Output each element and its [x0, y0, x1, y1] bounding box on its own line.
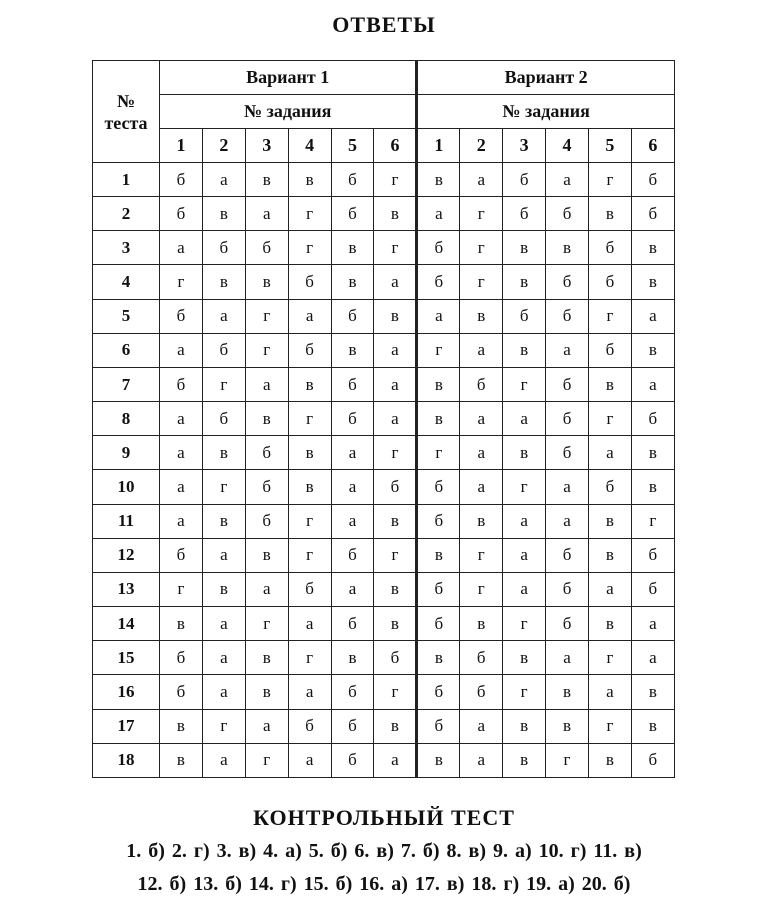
page-title: ОТВЕТЫ [332, 12, 436, 37]
answer-cell: а [460, 709, 503, 743]
answer-cell: б [546, 299, 589, 333]
answer-cell: а [288, 299, 331, 333]
answer-cell: б [503, 299, 546, 333]
variant1-task-label: № задания [160, 95, 417, 129]
answer-cell: г [503, 367, 546, 401]
task-column-header: 1 [160, 129, 203, 163]
answer-cell: а [245, 367, 288, 401]
answer-cell: б [417, 504, 460, 538]
answer-cell: а [160, 402, 203, 436]
answer-cell: б [503, 163, 546, 197]
answer-cell: б [588, 231, 631, 265]
answer-cell: в [245, 265, 288, 299]
answer-cell: б [503, 197, 546, 231]
answer-cell: б [331, 163, 374, 197]
answer-cell: г [202, 367, 245, 401]
answer-cell: а [288, 607, 331, 641]
answer-cell: г [288, 231, 331, 265]
answer-cell: а [288, 743, 331, 777]
answer-cell: б [331, 743, 374, 777]
answer-cell: а [460, 436, 503, 470]
table-row [93, 607, 675, 641]
table-row [93, 231, 675, 265]
answer-cell: а [631, 607, 674, 641]
answer-cell: а [546, 163, 589, 197]
answer-cell: в [588, 538, 631, 572]
answer-cell: а [202, 538, 245, 572]
answer-cell: г [546, 743, 589, 777]
answer-cell: б [588, 470, 631, 504]
answer-cell: а [202, 641, 245, 675]
table-row [93, 197, 675, 231]
answer-cell: а [460, 333, 503, 367]
answer-cell: а [245, 709, 288, 743]
test-number-cell: 18 [93, 743, 160, 777]
answer-cell: б [631, 197, 674, 231]
test-number-symbol: № [116, 90, 136, 111]
answer-cell: г [417, 436, 460, 470]
answer-cell: б [331, 675, 374, 709]
answer-cell: а [588, 436, 631, 470]
test-number-cell: 10 [93, 470, 160, 504]
answer-cell: б [546, 572, 589, 606]
answer-cell: г [460, 231, 503, 265]
answer-cell: б [245, 231, 288, 265]
table-row [93, 538, 675, 572]
answer-cell: в [546, 231, 589, 265]
test-number-cell: 14 [93, 607, 160, 641]
table-row [93, 163, 675, 197]
answer-cell: а [202, 675, 245, 709]
control-test-title: КОНТРОЛЬНЫЙ ТЕСТ [253, 805, 515, 830]
answer-cell: б [288, 709, 331, 743]
answer-cell: б [588, 333, 631, 367]
answer-cell: б [160, 675, 203, 709]
test-number-cell: 11 [93, 504, 160, 538]
answer-cell: б [160, 163, 203, 197]
answer-cell: в [631, 436, 674, 470]
answer-cell: а [374, 743, 417, 777]
answer-cell: б [160, 538, 203, 572]
answer-cell: в [160, 743, 203, 777]
task-column-header: 3 [503, 129, 546, 163]
answer-cell: в [460, 504, 503, 538]
answer-cell: г [245, 299, 288, 333]
answer-cell: а [160, 333, 203, 367]
test-number-cell: 1 [93, 163, 160, 197]
test-number-cell: 2 [93, 197, 160, 231]
answer-cell: в [374, 607, 417, 641]
answer-cell: а [202, 163, 245, 197]
answer-cell: в [631, 333, 674, 367]
answer-cell: б [417, 265, 460, 299]
answer-cell: а [160, 504, 203, 538]
answer-cell: в [631, 231, 674, 265]
answer-cell: г [160, 572, 203, 606]
table-row [93, 367, 675, 401]
answer-cell: б [460, 367, 503, 401]
answer-cell: в [588, 367, 631, 401]
answer-cell: б [631, 163, 674, 197]
answer-cell: г [160, 265, 203, 299]
answer-cell: а [374, 367, 417, 401]
answer-cell: в [245, 163, 288, 197]
answer-cell: г [245, 333, 288, 367]
task-column-header: 4 [546, 129, 589, 163]
answer-cell: б [160, 367, 203, 401]
answer-cell: б [417, 572, 460, 606]
answer-cell: в [374, 572, 417, 606]
answer-cell: б [288, 265, 331, 299]
answer-cell: в [546, 675, 589, 709]
answer-cell: б [460, 675, 503, 709]
answer-cell: а [245, 572, 288, 606]
answer-cell: в [631, 709, 674, 743]
table-row [93, 641, 675, 675]
table-row [93, 265, 675, 299]
answer-cell: а [202, 607, 245, 641]
answer-cell: в [631, 675, 674, 709]
answer-cell: б [202, 333, 245, 367]
answer-cell: а [631, 641, 674, 675]
task-column-header: 1 [417, 129, 460, 163]
answer-cell: в [245, 641, 288, 675]
answer-cell: в [288, 436, 331, 470]
answer-cell: б [245, 470, 288, 504]
answer-cell: б [546, 367, 589, 401]
answer-cell: в [460, 299, 503, 333]
answer-cell: в [374, 504, 417, 538]
test-number-cell: 3 [93, 231, 160, 265]
answer-cell: а [331, 504, 374, 538]
answer-cell: б [245, 436, 288, 470]
answer-cell: г [588, 299, 631, 333]
answer-cell: в [331, 641, 374, 675]
answer-cell: а [460, 402, 503, 436]
answer-cell: б [288, 572, 331, 606]
answer-cell: б [546, 607, 589, 641]
answer-cell: б [631, 572, 674, 606]
answer-cell: в [202, 265, 245, 299]
task-column-header: 4 [288, 129, 331, 163]
answer-cell: г [460, 572, 503, 606]
answer-cell: а [374, 265, 417, 299]
answer-cell: а [331, 572, 374, 606]
answer-cell: а [460, 163, 503, 197]
answer-cell: б [331, 538, 374, 572]
answer-cell: в [588, 197, 631, 231]
answer-cell: в [417, 402, 460, 436]
variant1-header: Вариант 1 [160, 61, 417, 95]
answer-cell: г [588, 709, 631, 743]
answer-cell: б [417, 607, 460, 641]
answer-cell: в [417, 538, 460, 572]
answer-cell: в [503, 641, 546, 675]
answer-cell: в [503, 709, 546, 743]
answer-cell: а [546, 504, 589, 538]
answer-cell: а [503, 402, 546, 436]
answer-cell: г [374, 231, 417, 265]
answer-cell: г [588, 402, 631, 436]
answer-cell: б [331, 197, 374, 231]
test-number-cell: 13 [93, 572, 160, 606]
answer-cell: в [503, 436, 546, 470]
answer-cell: а [331, 470, 374, 504]
answer-cell: а [546, 470, 589, 504]
answer-cell: б [546, 436, 589, 470]
answer-cell: б [588, 265, 631, 299]
answer-cell: в [374, 197, 417, 231]
answer-cell: в [503, 743, 546, 777]
answer-cell: в [374, 709, 417, 743]
answer-cell: г [288, 641, 331, 675]
answer-cell: в [631, 265, 674, 299]
answer-cell: а [288, 675, 331, 709]
answer-cell: г [374, 675, 417, 709]
test-number-cell: 16 [93, 675, 160, 709]
answer-cell: а [546, 641, 589, 675]
table-row [93, 504, 675, 538]
answer-cell: в [202, 436, 245, 470]
answer-cell: г [288, 402, 331, 436]
variant2-header: Вариант 2 [417, 61, 674, 95]
answer-cell: в [202, 197, 245, 231]
control-test-answers-line-1: 1. б) 2. г) 3. в) 4. а) 5. б) 6. в) 7. б) 8. в) 9. а) 10. г) 11. в) [126, 840, 642, 862]
task-column-header: 2 [460, 129, 503, 163]
answer-cell: а [202, 299, 245, 333]
table-row [93, 743, 675, 777]
answer-cell: б [374, 470, 417, 504]
answer-cell: г [460, 538, 503, 572]
answer-cell: в [331, 333, 374, 367]
answer-cell: в [417, 367, 460, 401]
answer-cell: г [202, 709, 245, 743]
answer-cell: в [546, 709, 589, 743]
answer-cell: а [160, 436, 203, 470]
test-number-word: теста [104, 112, 148, 133]
answer-cell: б [288, 333, 331, 367]
test-number-cell: 9 [93, 436, 160, 470]
answer-cell: б [417, 231, 460, 265]
answer-cell: в [160, 709, 203, 743]
table-row [93, 675, 675, 709]
test-number-cell: 12 [93, 538, 160, 572]
answer-cell: в [288, 367, 331, 401]
table-row [93, 402, 675, 436]
answer-cell: в [503, 265, 546, 299]
task-column-header: 6 [631, 129, 674, 163]
table-row [93, 436, 675, 470]
answer-cell: б [202, 231, 245, 265]
answer-cell: а [417, 197, 460, 231]
answer-cell: а [631, 299, 674, 333]
answer-cell: в [202, 504, 245, 538]
answer-cell: г [374, 436, 417, 470]
table-row [93, 572, 675, 606]
answer-cell: г [374, 163, 417, 197]
answer-cell: в [331, 265, 374, 299]
answer-cell: б [331, 607, 374, 641]
answer-cell: в [631, 470, 674, 504]
answer-cell: в [417, 743, 460, 777]
answer-cell: б [160, 197, 203, 231]
answer-cell: в [588, 607, 631, 641]
answer-cell: а [503, 504, 546, 538]
test-number-cell: 7 [93, 367, 160, 401]
task-column-header: 2 [202, 129, 245, 163]
answer-cell: в [288, 163, 331, 197]
task-column-header: 5 [588, 129, 631, 163]
test-number-cell: 15 [93, 641, 160, 675]
table-row [93, 333, 675, 367]
task-column-header: 6 [374, 129, 417, 163]
answer-cell: б [631, 743, 674, 777]
answer-cell: в [417, 163, 460, 197]
answer-cell: б [546, 197, 589, 231]
control-test-answers-line-2: 12. б) 13. б) 14. г) 15. б) 16. а) 17. в) 18. г) 19. а) 20. б) [137, 873, 631, 895]
answer-cell: б [417, 709, 460, 743]
answer-cell: г [503, 470, 546, 504]
answer-cell: а [245, 197, 288, 231]
answer-cell: а [331, 436, 374, 470]
answer-cell: б [160, 299, 203, 333]
answer-cell: в [588, 504, 631, 538]
answer-cell: г [374, 538, 417, 572]
answer-cell: г [288, 504, 331, 538]
answer-cell: а [202, 743, 245, 777]
answer-cell: г [460, 265, 503, 299]
answer-cell: б [331, 367, 374, 401]
answer-cell: в [503, 231, 546, 265]
answer-cell: в [288, 470, 331, 504]
answer-cell: в [417, 641, 460, 675]
answer-cell: а [374, 333, 417, 367]
answer-cell: б [631, 538, 674, 572]
answer-cell: в [503, 333, 546, 367]
answer-cell: в [245, 402, 288, 436]
table-row [93, 299, 675, 333]
answer-cell: в [588, 743, 631, 777]
answer-cell: а [460, 743, 503, 777]
test-number-cell: 17 [93, 709, 160, 743]
answer-cell: б [331, 402, 374, 436]
answer-cell: б [374, 641, 417, 675]
table-row [93, 470, 675, 504]
task-column-header: 5 [331, 129, 374, 163]
answer-cell: г [460, 197, 503, 231]
answer-cell: а [588, 675, 631, 709]
answer-cell: в [202, 572, 245, 606]
test-number-cell: 6 [93, 333, 160, 367]
answer-cell: г [588, 163, 631, 197]
answer-cell: в [331, 231, 374, 265]
answers-table [92, 60, 675, 778]
answer-cell: б [331, 709, 374, 743]
answer-cell: а [503, 538, 546, 572]
test-number-header [93, 61, 160, 163]
answer-cell: а [588, 572, 631, 606]
answer-cell: а [374, 402, 417, 436]
answer-cell: б [546, 402, 589, 436]
answer-cell: г [245, 743, 288, 777]
answer-cell: г [631, 504, 674, 538]
table-row [93, 709, 675, 743]
test-number-cell: 8 [93, 402, 160, 436]
answer-cell: в [245, 675, 288, 709]
answer-cell: а [503, 572, 546, 606]
variant2-task-label: № задания [417, 95, 674, 129]
answer-cell: б [160, 641, 203, 675]
answer-cell: б [460, 641, 503, 675]
answer-cell: б [417, 470, 460, 504]
answer-cell: г [417, 333, 460, 367]
answer-cell: г [288, 538, 331, 572]
answer-cell: г [503, 675, 546, 709]
answer-cell: б [546, 265, 589, 299]
answer-cell: б [202, 402, 245, 436]
answer-cell: г [503, 607, 546, 641]
answer-cell: б [417, 675, 460, 709]
answer-cell: а [631, 367, 674, 401]
answer-cell: г [588, 641, 631, 675]
answer-cell: б [245, 504, 288, 538]
answer-cell: г [202, 470, 245, 504]
answer-cell: а [160, 470, 203, 504]
answer-cell: в [374, 299, 417, 333]
answer-cell: а [417, 299, 460, 333]
task-column-header: 3 [245, 129, 288, 163]
answer-cell: б [331, 299, 374, 333]
answer-cell: в [460, 607, 503, 641]
answer-cell: в [160, 607, 203, 641]
answer-cell: в [245, 538, 288, 572]
answer-cell: г [288, 197, 331, 231]
answer-cell: а [546, 333, 589, 367]
answer-cell: а [460, 470, 503, 504]
answer-cell: б [631, 402, 674, 436]
test-number-cell: 4 [93, 265, 160, 299]
test-number-cell: 5 [93, 299, 160, 333]
answer-cell: г [245, 607, 288, 641]
answer-cell: б [546, 538, 589, 572]
answer-cell: а [160, 231, 203, 265]
